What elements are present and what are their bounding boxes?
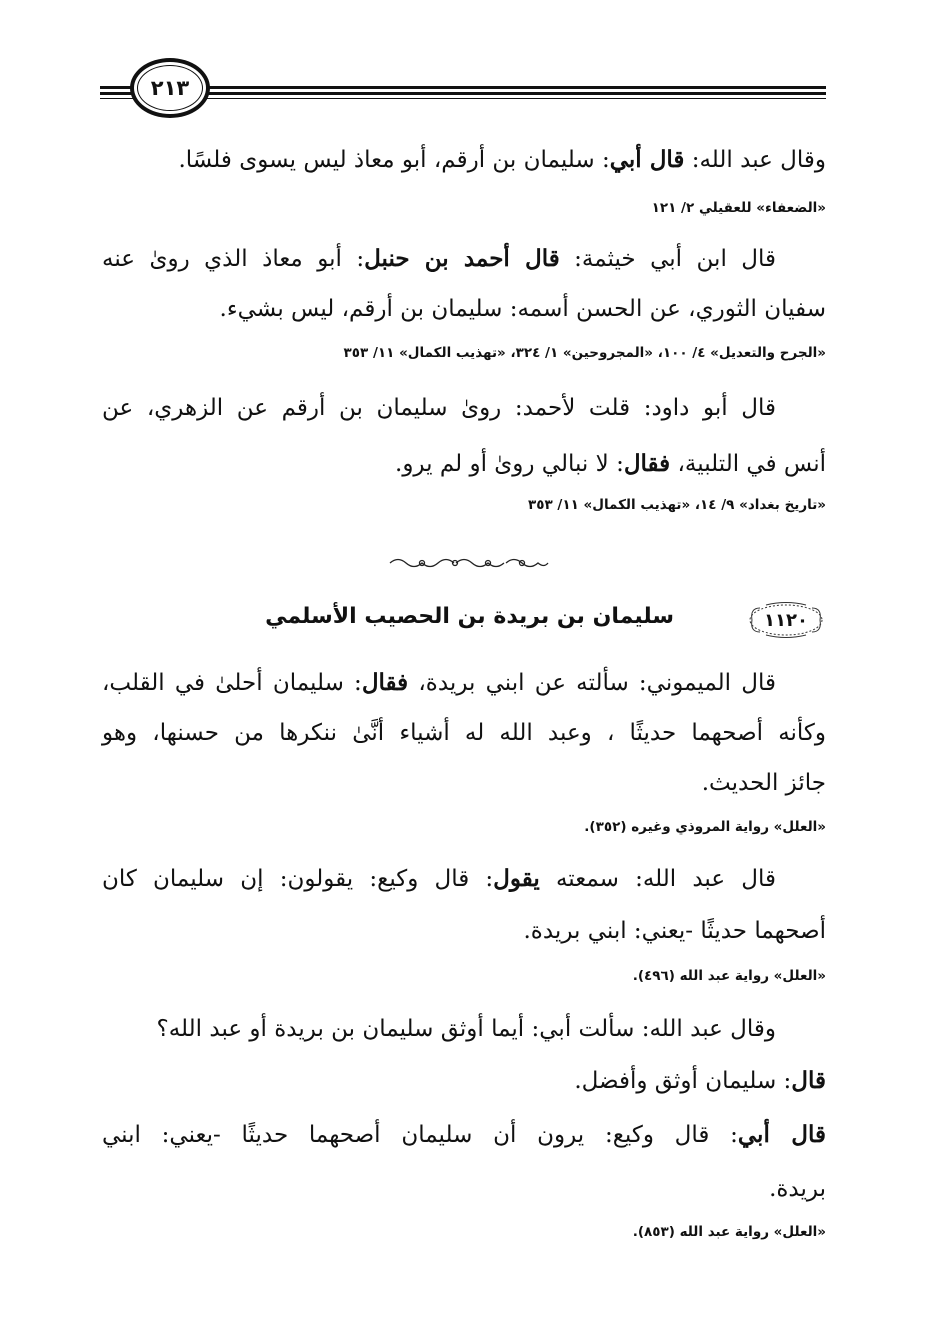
paragraph-line bbox=[395, 447, 826, 481]
citation: «العلل» رواية عبد الله (٤٩٦). bbox=[632, 968, 826, 984]
paragraph-line bbox=[102, 242, 776, 276]
citation: «العلل» رواية عبد الله (٨٥٣). bbox=[632, 1224, 826, 1240]
header-rule bbox=[100, 98, 826, 99]
text-run: : سليمان أوثق وأفضل. bbox=[574, 1068, 792, 1094]
text-run: : لا نبالي روىٰ أو لم يرو. bbox=[395, 451, 624, 477]
paragraph-line: وكأنه أصحهما حديثًا ، وعبد الله له أشياء أنَّىٰ ننكرها من حسنها، وهو bbox=[102, 720, 826, 746]
citation: «الضعفاء» للعقيلي ٢/ ١٢١ bbox=[651, 200, 826, 216]
paragraph-line: أصحهما حديثًا -يعني: ابني بريدة. bbox=[523, 918, 826, 944]
citation: «العلل» رواية المروذي وغيره (٣٥٢). bbox=[584, 819, 826, 835]
bold-text-run: قال bbox=[791, 1067, 826, 1094]
bold-text-run: يقول bbox=[493, 865, 540, 892]
citation: «تاريخ بغداد» ٩/ ١٤، «تهذيب الكمال» ١١/ ٣٥٣ bbox=[527, 497, 826, 513]
page-header bbox=[100, 58, 826, 124]
bold-text-run: قال أبي bbox=[737, 1121, 827, 1148]
entry-heading: سليمان بن بريدة بن الحصيب الأسلمي bbox=[265, 604, 674, 629]
paragraph-line: جائز الحديث. bbox=[701, 770, 826, 796]
paragraph-line: وقال عبد الله: سألت أبي: أيما أوثق سليمان بن بريدة أو عبد الله؟ bbox=[156, 1016, 776, 1042]
paragraph-line bbox=[102, 1118, 826, 1152]
paragraph-line bbox=[574, 1064, 826, 1098]
entry-number: ١١٢٠ bbox=[764, 609, 808, 631]
bold-text-run: قال أبي bbox=[609, 146, 685, 173]
text-run: : قال وكيع: يقولون: إن سليمان كان bbox=[102, 866, 494, 892]
citation: «الجرح والتعديل» ٤/ ١٠٠، «المجروحين» ١/ ٣٢٤، «تهذيب الكمال» ١١/ ٣٥٣ bbox=[343, 345, 826, 361]
paragraph-line: سفيان الثوري، عن الحسن أسمه: سليمان بن أرقم، ليس بشيء. bbox=[219, 296, 826, 322]
text-run: وقال عبد الله: bbox=[684, 147, 826, 173]
paragraph-line bbox=[102, 666, 776, 700]
paragraph-line: قال أبو داود: قلت لأحمد: روىٰ سليمان بن أرقم عن الزهري، عن bbox=[102, 395, 776, 421]
text-run: : أبو معاذ الذي روىٰ عنه bbox=[102, 246, 365, 272]
page-number: ٢١٣ bbox=[150, 76, 190, 100]
text-run: قال ابن أبي خيثمة: bbox=[559, 246, 777, 272]
bold-text-run: قال أحمد بن حنبل bbox=[364, 245, 560, 272]
bold-text-run: فقال bbox=[623, 450, 671, 477]
bold-text-run: فقال bbox=[361, 669, 409, 696]
text-run: قال عبد الله: سمعته bbox=[539, 866, 776, 892]
ornamental-divider bbox=[386, 556, 552, 570]
entry-number-badge bbox=[746, 602, 826, 638]
paragraph-line bbox=[102, 862, 776, 896]
page-number-oval bbox=[130, 58, 210, 118]
text-run: قال الميموني: سألته عن ابني بريدة، bbox=[408, 670, 776, 696]
paragraph-line bbox=[178, 143, 826, 177]
text-run: : قال وكيع: يرون أن سليمان أصحهما حديثًا -يعني: ابني bbox=[102, 1122, 738, 1148]
paragraph-line: بريدة. bbox=[769, 1176, 826, 1202]
text-run: : سليمان أحلىٰ في القلب، bbox=[102, 670, 362, 696]
text-run: أنس في التلبية، bbox=[670, 451, 826, 477]
text-run: : سليمان بن أرقم، أبو معاذ ليس يسوى فلسًا. bbox=[178, 147, 610, 173]
